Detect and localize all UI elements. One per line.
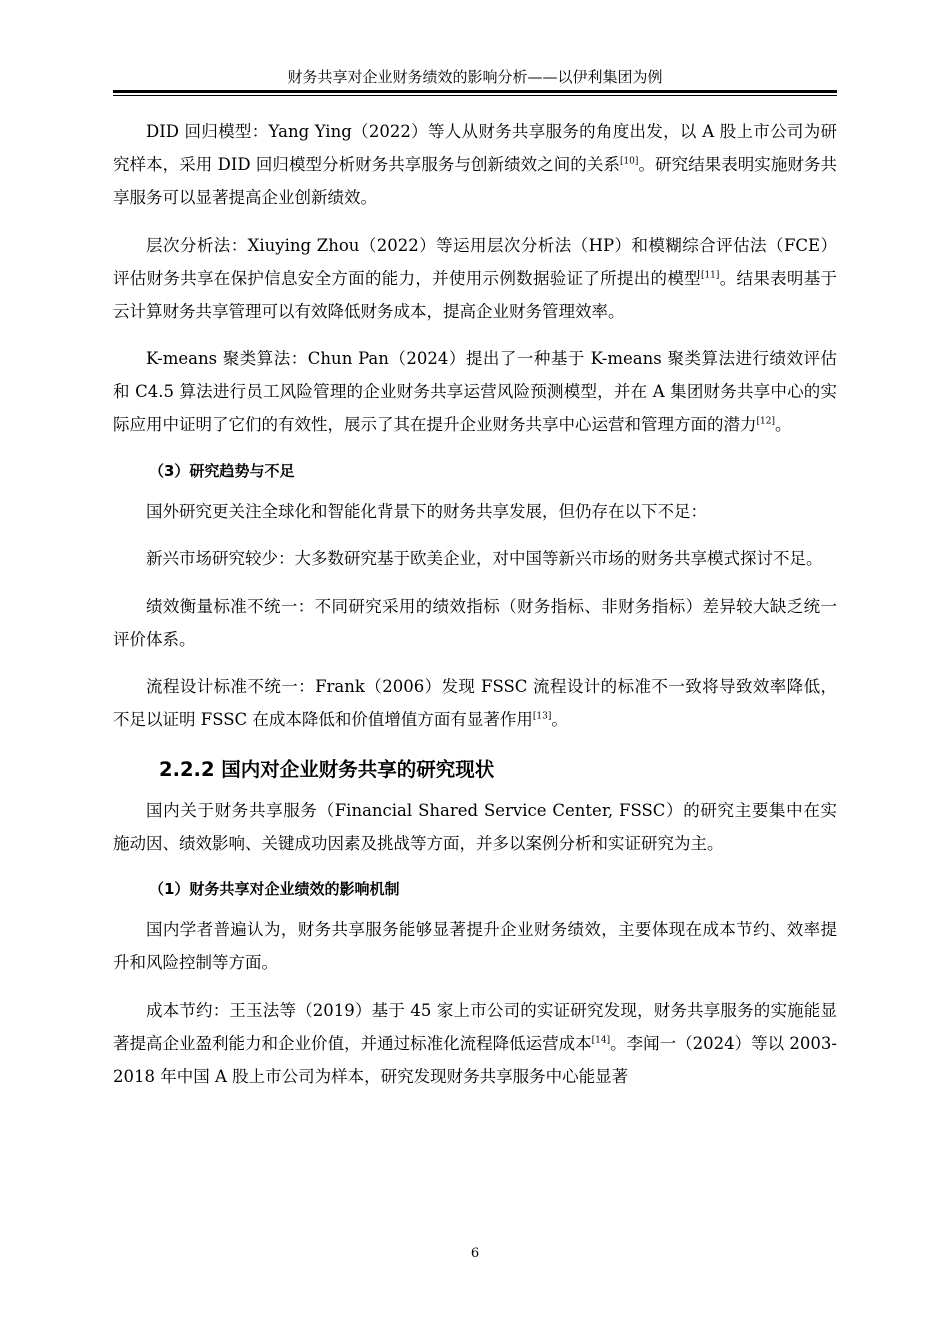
paragraph-cost-saving: 成本节约：王玉法等（2019）基于 45 家上市公司的实证研究发现，财务共享服务的实施能显著提高企业盈利能力和企业价值，并通过标准化流程降低运营成本[14]。李闻一（2024）等以 2003-2018 年中国 A 股上市公司为样本，研究发现财务共享服务中心能显著 (113, 1000, 837, 1086)
subheading-trends: （3）研究趋势与不足 (149, 461, 295, 480)
paragraph-kmeans: K-means 聚类算法：Chun Pan（2024）提出了一种基于 K-means 聚类算法进行绩效评估和 C4.5 算法进行员工风险管理的企业财务共享运营风险预测模型，并在 A 集团财务共享中心的实际应用中证明了它们的有效性，展示了其在提升企业财务共享中心运营和管理方面的潜力[12]。 (113, 349, 837, 434)
paragraph-domestic-overview: 国内关于财务共享服务（Financial Shared Service Center, FSSC）的研究主要集中在实施动因、绩效影响、关键成功因素及挑战等方面，并多以案例分析和实证研究为主。 (113, 800, 837, 853)
paragraph-domestic-consensus: 国内学者普遍认为，财务共享服务能够显著提升企业财务绩效，主要体现在成本节约、效率提升和风险控制等方面。 (113, 920, 837, 972)
header-rule-thick (113, 90, 837, 93)
citation-ref: [13] (532, 711, 552, 722)
page-number: 6 (470, 1246, 480, 1261)
section-heading-2-2-2: 2.2.2 国内对企业财务共享的研究现状 (159, 757, 495, 781)
paragraph-emerging-markets: 新兴市场研究较少：大多数研究基于欧美企业，对中国等新兴市场的财务共享模式探讨不足。 (146, 549, 823, 568)
citation-ref: [12] (756, 416, 775, 427)
paragraph-did-model: DID 回归模型：Yang Ying（2022）等人从财务共享服务的角度出发，以 A 股上市公司为研究样本，采用 DID 回归模型分析财务共享服务与创新绩效之间的关系[10]。研究结果表明实施财务共享服务可以显著提高企业创新绩效。 (113, 122, 838, 207)
paragraph-performance-standards: 绩效衡量标准不统一：不同研究采用的绩效指标（财务指标、非财务指标）差异较大缺乏统一评价体系。 (113, 596, 837, 649)
citation-ref: [11] (700, 270, 720, 280)
citation-ref: [14] (591, 1035, 611, 1045)
body-content (113, 115, 837, 1107)
paragraph-foreign-summary: 国外研究更关注全球化和智能化背景下的财务共享发展，但仍存在以下不足： (146, 501, 707, 521)
header-rule-thin (113, 95, 837, 96)
paragraph-process-design: 流程设计标准不统一：Frank（2006）发现 FSSC 流程设计的标准不一致将导致效率降低，不足以证明 FSSC 在成本降低和价值增值方面有显著作用[13]。 (113, 677, 837, 729)
citation-ref: [10] (619, 156, 639, 167)
subheading-mechanism: （1）财务共享对企业绩效的影响机制 (149, 880, 400, 898)
paragraph-ahp: 层次分析法：Xiuying Zhou（2022）等运用层次分析法（HP）和模糊综合评估法（FCE）评估财务共享在保护信息安全方面的能力，并使用示例数据验证了所提出的模型[11]。结果表明基于云计算财务共享管理可以有效降低财务成本，提高企业财务管理效率。 (113, 235, 838, 321)
running-header: 财务共享对企业财务绩效的影响分析——以伊利集团为例 (287, 68, 663, 86)
